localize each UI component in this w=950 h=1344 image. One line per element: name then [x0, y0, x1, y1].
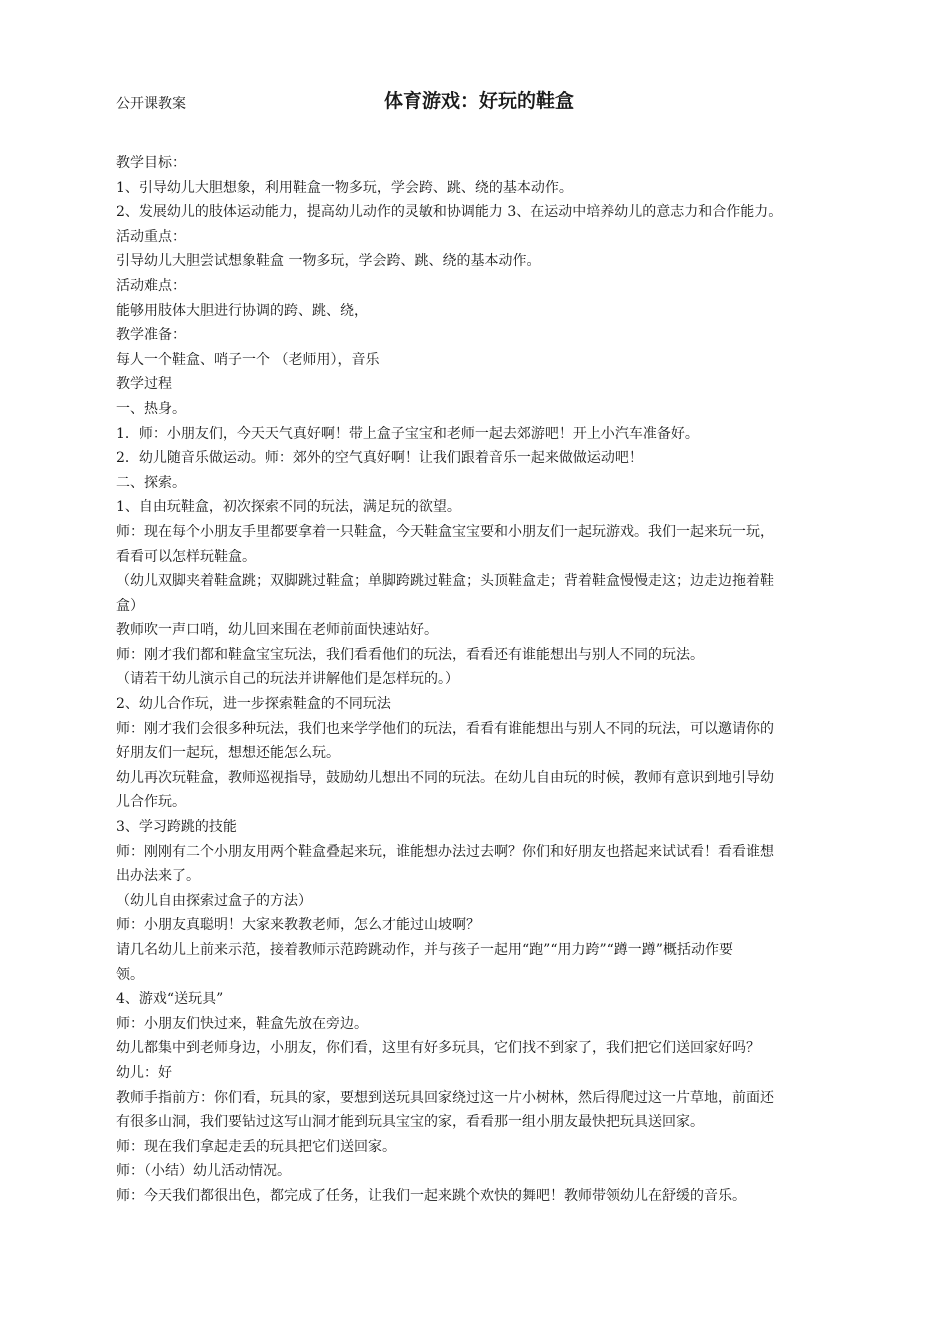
- body-line: 请几名幼儿上前来示范，接着教师示范跨跳动作，并与孩子一起用“跑”“用力跨”“蹲一蹲”概括动作要: [116, 942, 733, 958]
- body-line: 教学准备：: [116, 327, 186, 344]
- body-line: 1、引导幼儿大胆想象，利用鞋盒一物多玩，学会跨、跳、绕的基本动作。: [116, 179, 573, 196]
- body-line: 一、热身。: [116, 400, 186, 417]
- body-line: 看看可以怎样玩鞋盒。: [116, 548, 256, 565]
- body-line: 二、探索。: [116, 474, 186, 491]
- document-title: 体育游戏：好玩的鞋盒: [384, 90, 575, 112]
- body-line: （幼儿自由探索过盒子的方法）: [116, 892, 312, 909]
- body-line: 师：（小结）幼儿活动情况。: [116, 1163, 291, 1180]
- body-line: 出办法来了。: [116, 868, 200, 885]
- body-line: （请若干幼儿演示自己的玩法并讲解他们是怎样玩的。）: [116, 671, 459, 688]
- body-line: 2、发展幼儿的肢体运动能力，提高幼儿动作的灵敏和协调能力 3、在运动中培养幼儿的意志力和合作能力。: [116, 204, 783, 221]
- body-line: 师：现在每个小朋友手里都要拿着一只鞋盒，今天鞋盒宝宝要和小朋友们一起玩游戏。我们一起来玩一玩，: [116, 523, 774, 540]
- body-line: 师：小朋友们快过来，鞋盒先放在旁边。: [116, 1015, 368, 1032]
- body-line: 每人一个鞋盒、哨子一个 （老师用），音乐: [116, 351, 380, 368]
- body-line: 师：刚刚有二个小朋友用两个鞋盒叠起来玩，谁能想办法过去啊？你们和好朋友也搭起来试试看！看看谁想: [116, 843, 774, 860]
- body-line: 师：小朋友真聪明！大家来教教老师，怎么才能过山坡啊？: [116, 917, 480, 934]
- document-header: [116, 86, 912, 120]
- body-line: 活动重点：: [116, 228, 186, 245]
- body-line: 教师手指前方：你们看，玩具的家，要想到送玩具回家绕过这一片小树林，然后得爬过这一片草地，前面还: [116, 1089, 774, 1106]
- body-line: 有很多山洞，我们要钻过这写山洞才能到玩具宝宝的家，看看那一组小朋友最快把玩具送回家。: [116, 1114, 704, 1131]
- body-line: 2．幼儿随音乐做运动。师：郊外的空气真好啊！让我们跟着音乐一起来做做运动吧！: [116, 450, 643, 467]
- body-line: 3、学习跨跳的技能: [116, 819, 237, 836]
- body-line: 4、游戏“送玩具”: [116, 991, 224, 1008]
- body-line: 1．师：小朋友们，今天天气真好啊！带上盒子宝宝和老师一起去郊游吧！开上小汽车准备好。: [116, 425, 699, 442]
- body-line: 师：刚才我们都和鞋盒宝宝玩法，我们看看他们的玩法，看看还有谁能想出与别人不同的玩法。: [116, 646, 704, 663]
- body-line: 幼儿：好: [116, 1064, 172, 1081]
- body-line: 盒）: [116, 597, 144, 614]
- document-category-label: 公开课教案: [116, 96, 186, 112]
- body-line: 幼儿都集中到老师身边，小朋友，你们看，这里有好多玩具，它们找不到家了，我们把它们送回家好吗？: [116, 1040, 760, 1057]
- body-line: 2、幼儿合作玩，进一步探索鞋盒的不同玩法: [116, 696, 391, 713]
- body-line: 师：现在我们拿起走丢的玩具把它们送回家。: [116, 1138, 396, 1155]
- body-line: 引导幼儿大胆尝试想象鞋盒 一物多玩，学会跨、跳、绕的基本动作。: [116, 253, 541, 270]
- body-line: 能够用肢体大胆进行协调的跨、跳、绕，: [116, 302, 368, 319]
- body-line: 师：刚才我们会很多种玩法，我们也来学学他们的玩法，看看有谁能想出与别人不同的玩法，可以邀请你的: [116, 720, 774, 737]
- body-line: 教学目标：: [116, 155, 186, 171]
- body-line: 儿合作玩。: [116, 794, 186, 811]
- body-line: 领。: [116, 966, 144, 983]
- body-line: 1、自由玩鞋盒，初次探索不同的玩法，满足玩的欲望。: [116, 499, 461, 516]
- body-line: 好朋友们一起玩，想想还能怎么玩。: [116, 745, 340, 762]
- body-line: （幼儿双脚夹着鞋盒跳；双脚跳过鞋盒；单脚跨跳过鞋盒；头顶鞋盒走；背着鞋盒慢慢走这；边走边拖着鞋: [116, 573, 774, 590]
- body-line: 教学过程: [116, 376, 172, 393]
- body-line: 幼儿再次玩鞋盒，教师巡视指导，鼓励幼儿想出不同的玩法。在幼儿自由玩的时候，教师有意识到地引导幼: [116, 769, 774, 786]
- document-body: [116, 151, 906, 1209]
- body-line: 师：今天我们都很出色，都完成了任务，让我们一起来跳个欢快的舞吧！教师带领幼儿在舒缓的音乐。: [116, 1187, 746, 1204]
- body-line: 活动难点：: [116, 277, 186, 294]
- body-line: 教师吹一声口哨，幼儿回来围在老师前面快速站好。: [116, 622, 438, 639]
